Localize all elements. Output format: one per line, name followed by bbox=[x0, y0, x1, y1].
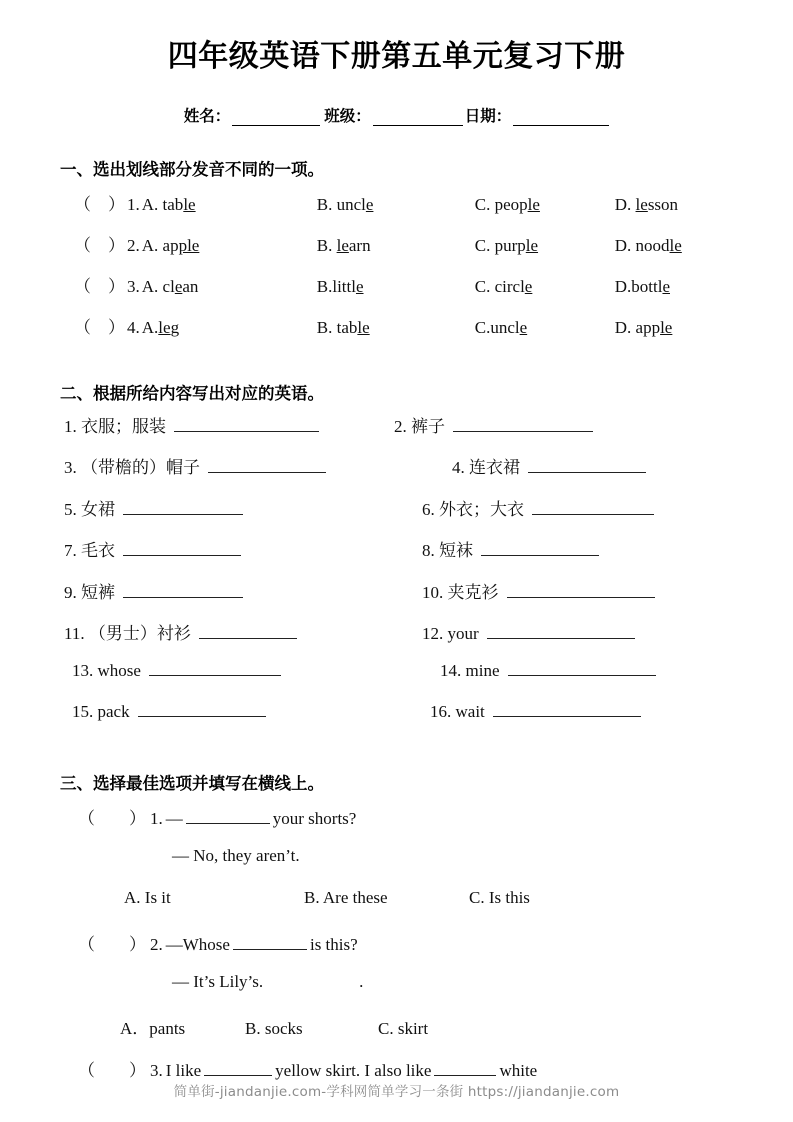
question-stem-after: is this? bbox=[309, 934, 358, 954]
underlined-letters: le bbox=[660, 317, 673, 337]
translation-row bbox=[52, 661, 741, 703]
translation-item bbox=[64, 578, 394, 603]
underlined-letters: le bbox=[336, 235, 349, 255]
underlined-letters: le bbox=[525, 235, 539, 255]
option-word-prefix: purp bbox=[494, 235, 526, 255]
choice-answer-blank[interactable] bbox=[233, 936, 307, 950]
underlined-letters: e bbox=[524, 276, 533, 296]
translation-item bbox=[394, 624, 635, 644]
name-label: 姓名： bbox=[183, 106, 231, 125]
translation-row bbox=[52, 412, 741, 454]
page-title: 四年级英语下册第五单元复习下册 bbox=[167, 39, 626, 74]
section-3-heading: 三、选择最佳选项并填写在横线上。 bbox=[60, 773, 324, 793]
trailing-punctuation: . bbox=[359, 971, 364, 991]
translation-prompt: 10. 夹克衫 bbox=[422, 582, 499, 602]
pronunciation-option[interactable] bbox=[615, 195, 678, 215]
name-field[interactable] bbox=[184, 104, 325, 126]
choice-option[interactable]: B. socks bbox=[245, 1018, 303, 1038]
choice-option[interactable]: A．pants bbox=[120, 1018, 186, 1038]
translation-row bbox=[52, 578, 741, 620]
translation-item bbox=[394, 495, 654, 520]
underlined-letters: e bbox=[365, 194, 374, 214]
underlined-letters: le bbox=[357, 317, 370, 337]
choice-answer-blank[interactable] bbox=[186, 810, 270, 824]
choice-options-row bbox=[52, 888, 741, 930]
option-letter: A. bbox=[141, 235, 163, 255]
date-field[interactable] bbox=[465, 104, 610, 126]
pronunciation-option[interactable] bbox=[475, 318, 615, 338]
pronunciation-option[interactable] bbox=[142, 318, 317, 338]
underlined-letters: ple bbox=[178, 235, 200, 255]
translation-answer-blank[interactable] bbox=[208, 459, 326, 473]
choice-answer-blank-2[interactable] bbox=[434, 1062, 496, 1076]
translation-item bbox=[64, 702, 402, 722]
pronunciation-question-row bbox=[52, 190, 741, 231]
class-input-blank[interactable] bbox=[373, 111, 463, 126]
section-1-questions bbox=[52, 190, 741, 354]
translation-item bbox=[402, 661, 656, 681]
choice-question-row bbox=[52, 804, 741, 846]
option-word-prefix: tab bbox=[336, 317, 358, 337]
underlined-letters: e bbox=[174, 276, 183, 296]
translation-item bbox=[64, 619, 394, 644]
pronunciation-question-row bbox=[52, 272, 741, 313]
underlined-letters: le bbox=[183, 194, 196, 214]
section-1-heading: 一、选出划线部分发音不同的一项。 bbox=[60, 159, 324, 179]
date-input-blank[interactable] bbox=[513, 111, 609, 126]
option-letter: B. bbox=[316, 276, 333, 296]
option-word-suffix: sson bbox=[647, 194, 679, 214]
translation-answer-blank[interactable] bbox=[123, 584, 243, 598]
underlined-letters: le bbox=[527, 194, 540, 214]
translation-row bbox=[52, 536, 741, 578]
question-number: 1. bbox=[127, 194, 140, 214]
answer-bracket[interactable]: （ ） bbox=[74, 317, 125, 337]
answer-bracket[interactable]: （ ） bbox=[78, 934, 146, 954]
translation-answer-blank[interactable] bbox=[532, 501, 654, 515]
answer-bracket[interactable]: （ ） bbox=[74, 276, 125, 296]
option-word-prefix: app bbox=[635, 317, 661, 337]
section-2-heading: 二、根据所给内容写出对应的英语。 bbox=[60, 383, 324, 403]
translation-prompt: 16. wait bbox=[430, 702, 485, 721]
translation-answer-blank[interactable] bbox=[199, 625, 297, 639]
translation-item bbox=[64, 495, 394, 520]
name-input-blank[interactable] bbox=[232, 111, 320, 126]
underlined-letters: e bbox=[355, 276, 364, 296]
option-word-prefix: circl bbox=[494, 276, 525, 296]
translation-item bbox=[64, 661, 402, 681]
translation-prompt: 8. 短袜 bbox=[422, 541, 473, 560]
translation-item bbox=[402, 702, 641, 722]
option-letter: C. bbox=[474, 276, 495, 296]
option-word-prefix: uncl bbox=[490, 317, 520, 337]
answer-bracket[interactable]: （ ） bbox=[74, 235, 125, 255]
pronunciation-question-row bbox=[52, 231, 741, 272]
translation-prompt: 2. 裤子 bbox=[394, 416, 445, 436]
option-word-suffix: arn bbox=[348, 235, 371, 255]
translation-row bbox=[52, 453, 741, 495]
translation-item bbox=[64, 536, 394, 561]
option-letter: A. bbox=[141, 276, 163, 296]
translation-answer-blank[interactable] bbox=[493, 703, 641, 717]
translation-answer-blank[interactable] bbox=[487, 625, 635, 639]
pronunciation-option[interactable] bbox=[475, 195, 615, 215]
option-letter: C. bbox=[474, 194, 495, 214]
translation-prompt: 13. whose bbox=[72, 660, 141, 680]
section-2-items bbox=[52, 412, 741, 744]
translation-answer-blank[interactable] bbox=[174, 418, 319, 432]
option-word-prefix: tab bbox=[162, 194, 184, 214]
translation-prompt: 4. 连衣裙 bbox=[452, 458, 520, 477]
choice-option[interactable]: C. skirt bbox=[378, 1018, 429, 1038]
option-letter: C. bbox=[474, 235, 495, 255]
translation-prompt: 6. 外衣；大衣 bbox=[422, 499, 524, 519]
translation-answer-blank[interactable] bbox=[481, 542, 599, 556]
translation-item bbox=[394, 453, 646, 478]
answer-bracket[interactable]: （ ） bbox=[78, 1060, 146, 1080]
option-word-prefix: nood bbox=[635, 235, 670, 255]
question-stem-before: — bbox=[165, 808, 183, 828]
pronunciation-option[interactable] bbox=[317, 318, 475, 338]
translation-item bbox=[64, 453, 394, 478]
option-letter: B. bbox=[316, 194, 337, 214]
question-stem-before: I like bbox=[165, 1060, 202, 1080]
question-number: 2. bbox=[150, 934, 163, 954]
underlined-letters: le bbox=[669, 235, 682, 255]
pronunciation-option[interactable] bbox=[317, 236, 475, 256]
translation-item bbox=[394, 412, 593, 437]
section-3-questions bbox=[52, 804, 741, 1098]
translation-prompt: 11. （男士）衬衫 bbox=[64, 624, 191, 643]
translation-prompt: 3. （带檐的）帽子 bbox=[64, 458, 200, 477]
translation-item bbox=[64, 412, 394, 437]
option-word-suffix: g bbox=[170, 317, 180, 337]
pronunciation-option[interactable] bbox=[317, 195, 475, 215]
footer-watermark: 简单街-jiandanjie.com-学科网简单学习一条街 https://jiandanjie.com bbox=[173, 1084, 620, 1100]
question-number: 1. bbox=[150, 808, 163, 828]
choice-option[interactable]: B. Are these bbox=[304, 887, 388, 907]
translation-row bbox=[52, 495, 741, 537]
translation-prompt: 12. your bbox=[422, 624, 479, 643]
underlined-letters: e bbox=[519, 317, 528, 337]
question-stem-tail: white bbox=[499, 1060, 538, 1080]
translation-prompt: 15. pack bbox=[72, 702, 130, 721]
underlined-letters: le bbox=[158, 317, 171, 337]
question-stem-before: —Whose bbox=[165, 934, 230, 954]
question-stem-after: yellow skirt. I also like bbox=[275, 1060, 432, 1080]
pronunciation-option[interactable] bbox=[142, 195, 317, 215]
option-letter: D. bbox=[614, 235, 636, 255]
translation-item bbox=[394, 536, 599, 561]
option-letter: C. bbox=[474, 317, 491, 337]
underlined-letters: le bbox=[635, 194, 648, 214]
translation-prompt: 9. 短裤 bbox=[64, 582, 115, 602]
translation-item bbox=[394, 578, 655, 603]
translation-answer-blank[interactable] bbox=[528, 459, 646, 473]
option-word-prefix: bottl bbox=[631, 276, 663, 296]
translation-row bbox=[52, 619, 741, 661]
question-number: 3. bbox=[127, 276, 140, 296]
class-label: 班级： bbox=[324, 106, 371, 125]
answer-bracket[interactable]: （ ） bbox=[74, 194, 125, 214]
pronunciation-option[interactable] bbox=[142, 236, 317, 256]
question-number: 4. bbox=[127, 317, 140, 337]
option-letter: D. bbox=[614, 194, 636, 214]
question-stem-after: your shorts? bbox=[272, 808, 357, 828]
pronunciation-option[interactable] bbox=[317, 277, 475, 297]
option-letter: B. bbox=[316, 235, 337, 255]
pronunciation-option[interactable] bbox=[475, 236, 615, 256]
translation-row bbox=[52, 702, 741, 744]
option-letter: A. bbox=[141, 194, 163, 214]
option-letter: B. bbox=[316, 317, 337, 337]
response-text: — It’s Lily’s. bbox=[172, 971, 264, 991]
translation-prompt: 7. 毛衣 bbox=[64, 541, 115, 560]
translation-answer-blank[interactable] bbox=[123, 542, 241, 556]
question-number: 3. bbox=[150, 1060, 163, 1080]
translation-prompt: 14. mine bbox=[440, 660, 500, 680]
pronunciation-option[interactable] bbox=[475, 277, 615, 297]
option-letter: D. bbox=[614, 276, 632, 296]
option-word-suffix: an bbox=[182, 276, 199, 296]
option-word-prefix: peop bbox=[494, 194, 528, 214]
option-word-prefix: uncl bbox=[336, 194, 366, 214]
question-number: 2. bbox=[127, 235, 140, 255]
underlined-letters: e bbox=[662, 276, 670, 296]
translation-answer-blank[interactable] bbox=[453, 418, 593, 432]
choice-answer-blank[interactable] bbox=[204, 1062, 272, 1076]
translation-answer-blank[interactable] bbox=[507, 584, 655, 598]
date-label: 日期： bbox=[464, 106, 512, 125]
choice-options-row bbox=[52, 1014, 741, 1056]
question-response-line bbox=[52, 972, 741, 1014]
class-field[interactable] bbox=[324, 104, 465, 126]
pronunciation-option[interactable] bbox=[142, 277, 317, 297]
translation-prompt: 5. 女裙 bbox=[64, 499, 115, 519]
option-word-prefix: cl bbox=[162, 276, 175, 296]
pronunciation-question-row bbox=[52, 313, 741, 354]
pronunciation-option[interactable] bbox=[615, 318, 673, 338]
choice-option[interactable]: C. Is this bbox=[469, 887, 530, 907]
response-text: — No, they aren’t. bbox=[172, 845, 300, 865]
pronunciation-option[interactable] bbox=[615, 277, 670, 297]
pronunciation-option[interactable] bbox=[615, 236, 682, 256]
option-letter: D. bbox=[614, 317, 636, 337]
option-letter: A. bbox=[141, 317, 159, 337]
choice-option[interactable]: A. Is it bbox=[124, 887, 171, 907]
option-word-prefix: littl bbox=[332, 276, 356, 296]
translation-answer-blank[interactable] bbox=[138, 703, 266, 717]
option-word-prefix: ap bbox=[162, 235, 179, 255]
choice-question-row bbox=[52, 930, 741, 972]
question-response-line bbox=[52, 846, 741, 888]
translation-answer-blank[interactable] bbox=[508, 662, 656, 676]
answer-bracket[interactable]: （ ） bbox=[78, 808, 146, 828]
translation-answer-blank[interactable] bbox=[149, 662, 281, 676]
translation-prompt: 1. 衣服；服装 bbox=[64, 416, 166, 436]
student-info-line bbox=[52, 104, 741, 126]
translation-answer-blank[interactable] bbox=[123, 501, 243, 515]
